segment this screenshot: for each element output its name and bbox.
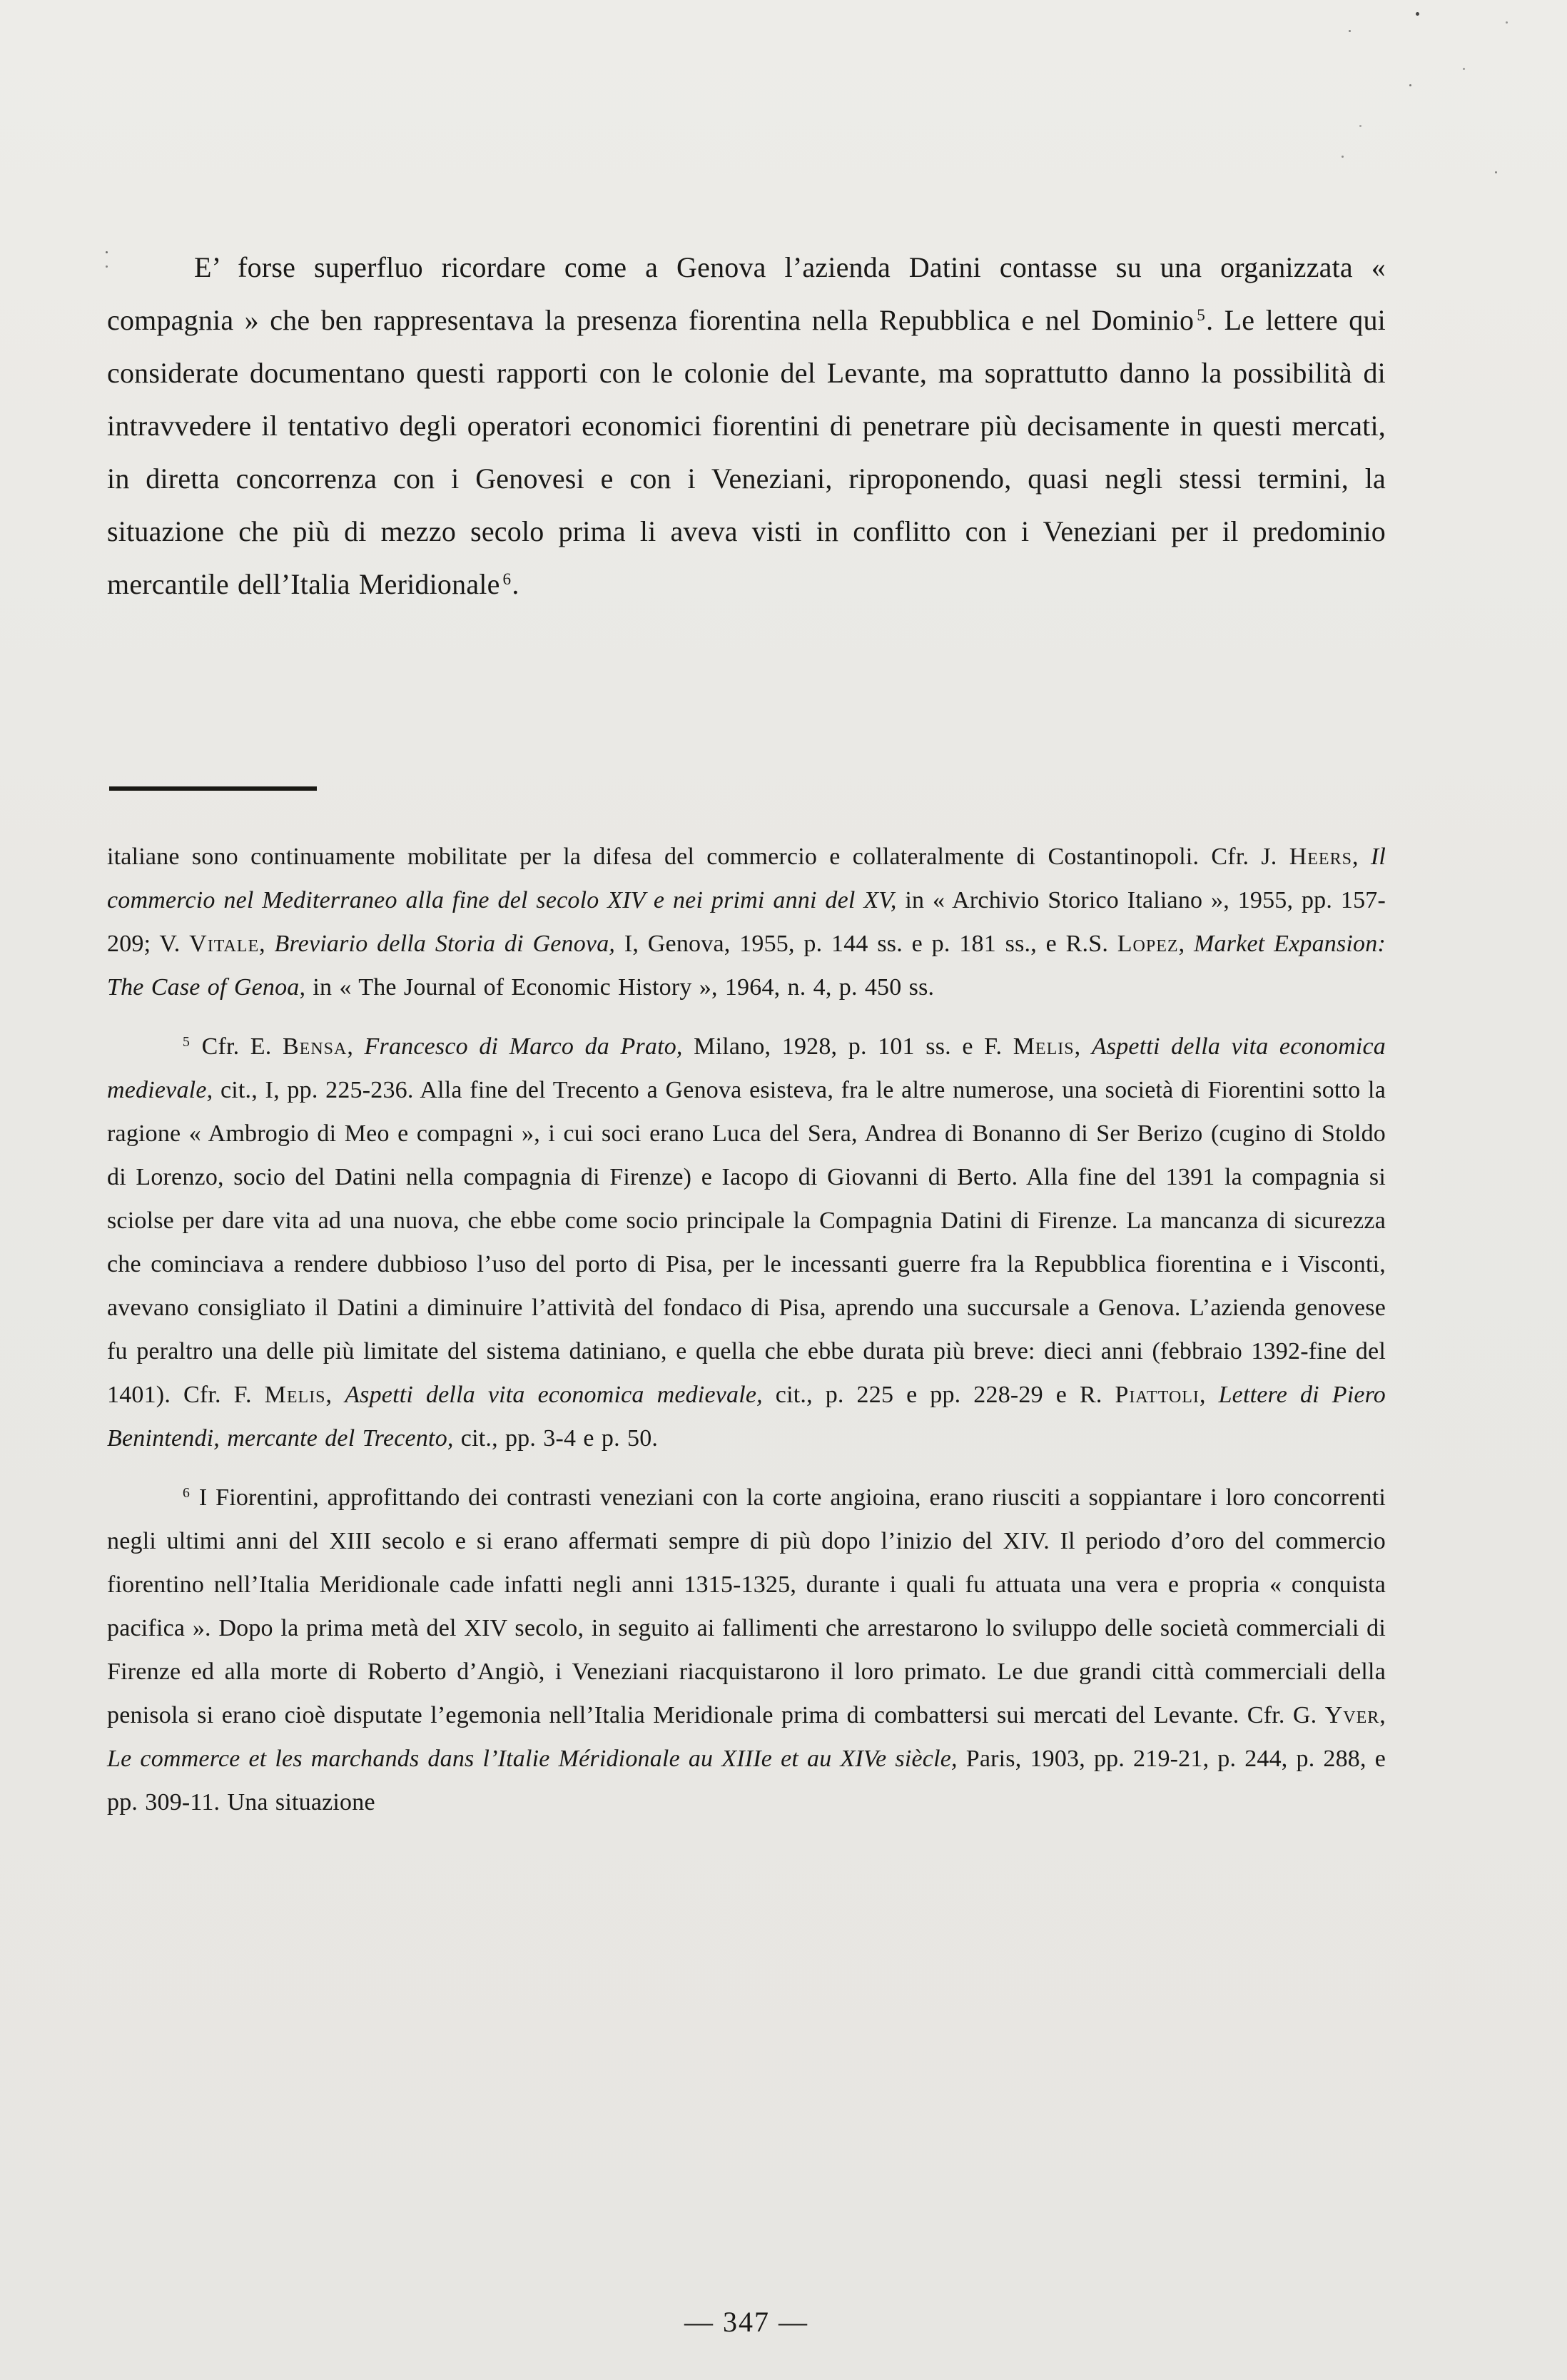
page-number: — 347 — [684,2306,808,2338]
paper-specks [0,0,2,2]
footnote-6: $^6$ I Fiorentini, approfittando dei contrasti veneziani con la corte angioina, erano riusciti a soppiantare i loro concorrenti negli ultimi anni del XIII secolo e si erano affermati sempre di più dopo l’inizio del XIV. Il periodo d’oro del commercio fiorentino nell’Italia Meridionale cade infatti negli anni 1315-1325, durante i quali fu attuata una vera e propria « conquista pacifica ». Dopo la prima metà del XIV secolo, in seguito ai fallimenti che arrestarono lo sviluppo delle società commerciali di Firenze ed alla morte di Roberto d’Angiò, i Veneziani riacquistarono il loro primato. Le due grandi città commerciali della penisola si erano cioè disputate l’egemonia nell’Italia Meridionale prima di combattersi sui mercati del Levante. Cfr. G. Yver, Le commerce et les marchands dans l’Italie Méridionale au XIIIe et au XIVe siècle, Paris, 1903, pp. 219-21, p. 244, p. 288, e pp. 309-11. Una situazione [107,1484,1386,1816]
footnote-continuation: italiane sono continuamente mobilitate per la difesa del commercio e collateralmente di Costantinopoli. Cfr. J. Heers, Il commercio nel Mediterraneo alla fine del secolo XIV e nei primi anni del XV, in « Archivio Storico Italiano », 1955, pp. 157-209; V. Vitale, Breviario della Storia di Genova, I, Genova, 1955, p. 144 ss. e p. 181 ss., e R.S. Lopez, Market Expansion: The Case of Genoa, in « The Journal of Economic History », 1964, n. 4, p. 450 ss. [107,844,1386,1001]
footnote-5: $^5$ Cfr. E. Bensa, Francesco di Marco da Prato, Milano, 1928, p. 101 ss. e F. Melis, Aspetti della vita economica medievale, cit., I, pp. 225-236. Alla fine del Trecento a Genova esisteva, fra le altre numerose, una società di Fiorentini sotto la ragione « Ambrogio di Meo e compagni », i cui soci erano Luca del Sera, Andrea di Bonanno di Ser Berizo (cugino di Stoldo di Lorenzo, socio del Datini nella compagnia di Firenze) e Iacopo di Giovanni di Berto. Alla fine del 1391 la compagnia si sciolse per dare vita ad una nuova, che ebbe come socio principale la Compagnia Datini di Firenze. La mancanza di sicurezza che cominciava a rendere dubbioso l’uso del porto di Pisa, per le incessanti guerre fra la Repubblica fiorentina e i Visconti, avevano consigliato il Datini a diminuire l’attività del fondaco di Pisa, aprendo una succursale a Genova. L’azienda genovese fu peraltro una delle più limitate del sistema datiniano, e quella che ebbe durata più breve: dieci anni (febbraio 1392-fine del 1401). Cfr. F. Melis, Aspetti della vita economica medievale, cit., p. 225 e pp. 228-29 e R. Piattoli, Lettere di Piero Benintendi, mercante del Trecento, cit., pp. 3-4 e p. 50. [107,1033,1386,1452]
footnote-separator-rule [109,786,317,791]
footnotes-section [107,835,1386,1840]
main-paragraph: E’ forse superfluo ricordare come a Genova l’azienda Datini contasse su una organizzata « compagnia » che ben rappresentava la presenza fiorentina nella Repubblica e nel Dominio $^5$. Le lettere qui considerate documentano questi rapporti con le colonie del Levante, ma soprattutto danno la possibilità di intravvedere il tentativo degli operatori economici fiorentini di penetrare più decisamente in questi mercati, in diretta concorrenza con i Genovesi e con i Veneziani, riproponendo, quasi negli stessi termini, la situazione che più di mezzo secolo prima li aveva visti in conflitto con i Veneziani per il predominio mercantile dell’Italia Meridionale $^6$. [107,251,1386,600]
